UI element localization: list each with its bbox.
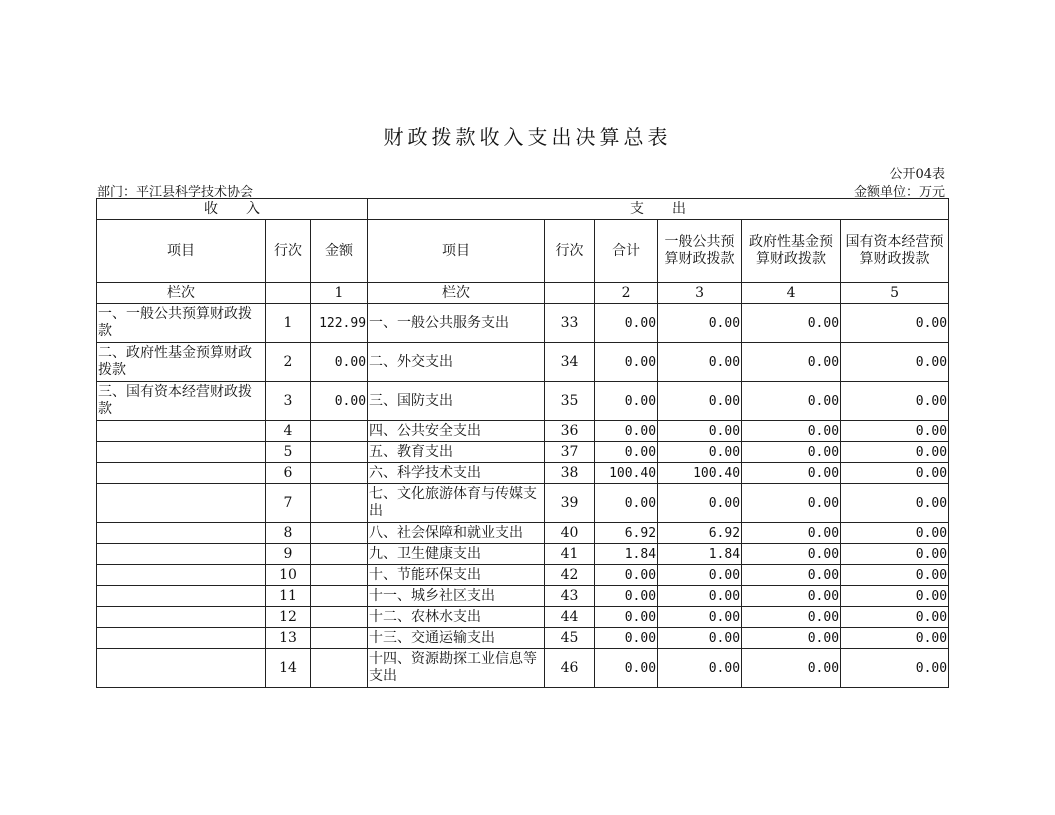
general-budget-cell: 0.00 <box>658 649 742 688</box>
income-line-cell: 2 <box>266 343 311 382</box>
general-budget-cell: 0.00 <box>658 442 742 463</box>
gov-fund-cell: 0.00 <box>742 649 841 688</box>
amount-unit-label: 金额单位：万元 <box>853 185 945 200</box>
table-row <box>97 442 949 463</box>
income-amount-cell <box>311 523 368 544</box>
income-item-header: 项目 <box>97 220 266 283</box>
general-budget-cell: 0.00 <box>658 484 742 523</box>
gov-fund-cell: 0.00 <box>742 607 841 628</box>
income-item-cell: 二、政府性基金预算财政拨款 <box>97 343 266 382</box>
income-item-cell <box>97 586 266 607</box>
section-header-row <box>97 199 949 220</box>
gov-fund-cell: 0.00 <box>742 442 841 463</box>
expense-line-cell: 35 <box>545 382 595 421</box>
total-cell: 0.00 <box>595 304 658 343</box>
state-capital-cell: 0.00 <box>841 544 949 565</box>
income-amount-cell <box>311 463 368 484</box>
income-item-cell <box>97 607 266 628</box>
column-index-label: 栏次 <box>368 283 545 304</box>
expense-item-cell: 十一、城乡社区支出 <box>368 586 545 607</box>
income-amount-cell <box>311 484 368 523</box>
gov-fund-header: 政府性基金预算财政拨款 <box>742 220 841 283</box>
income-amount-cell <box>311 544 368 565</box>
gov-fund-cell: 0.00 <box>742 565 841 586</box>
gov-fund-cell: 0.00 <box>742 544 841 565</box>
income-amount-header: 金额 <box>311 220 368 283</box>
budget-table <box>96 198 949 688</box>
column-header-row <box>97 220 949 283</box>
expense-item-header: 项目 <box>368 220 545 283</box>
income-section-header: 收 入 <box>97 199 368 220</box>
state-capital-cell: 0.00 <box>841 463 949 484</box>
income-item-cell <box>97 544 266 565</box>
state-capital-cell: 0.00 <box>841 628 949 649</box>
state-capital-cell: 0.00 <box>841 382 949 421</box>
income-line-cell: 6 <box>266 463 311 484</box>
expense-item-cell: 九、卫生健康支出 <box>368 544 545 565</box>
column-index-5: 5 <box>841 283 949 304</box>
income-line-cell: 4 <box>266 421 311 442</box>
general-budget-header: 一般公共预算财政拨款 <box>658 220 742 283</box>
state-capital-cell: 0.00 <box>841 586 949 607</box>
income-item-cell <box>97 523 266 544</box>
state-capital-cell: 0.00 <box>841 523 949 544</box>
column-index-row <box>97 283 949 304</box>
expense-line-cell: 43 <box>545 586 595 607</box>
column-index-4: 4 <box>742 283 841 304</box>
income-line-cell: 14 <box>266 649 311 688</box>
column-index-label: 栏次 <box>97 283 266 304</box>
expense-section-header: 支 出 <box>368 199 949 220</box>
table-row <box>97 421 949 442</box>
gov-fund-cell: 0.00 <box>742 463 841 484</box>
total-cell: 0.00 <box>595 442 658 463</box>
income-item-cell <box>97 421 266 442</box>
expense-line-cell: 45 <box>545 628 595 649</box>
total-cell: 6.92 <box>595 523 658 544</box>
expense-line-cell: 39 <box>545 484 595 523</box>
income-line-cell: 9 <box>266 544 311 565</box>
table-row <box>97 463 949 484</box>
expense-line-cell: 44 <box>545 607 595 628</box>
gov-fund-cell: 0.00 <box>742 484 841 523</box>
income-item-cell <box>97 484 266 523</box>
income-item-cell <box>97 649 266 688</box>
income-amount-cell <box>311 421 368 442</box>
state-capital-cell: 0.00 <box>841 484 949 523</box>
expense-item-cell: 六、科学技术支出 <box>368 463 545 484</box>
gov-fund-cell: 0.00 <box>742 523 841 544</box>
state-capital-header: 国有资本经营预算财政拨款 <box>841 220 949 283</box>
general-budget-cell: 0.00 <box>658 628 742 649</box>
income-line-cell: 8 <box>266 523 311 544</box>
column-index-3: 3 <box>658 283 742 304</box>
income-amount-cell: 0.00 <box>311 343 368 382</box>
general-budget-cell: 0.00 <box>658 421 742 442</box>
gov-fund-cell: 0.00 <box>742 382 841 421</box>
table-row <box>97 304 949 343</box>
total-cell: 0.00 <box>595 382 658 421</box>
income-amount-cell <box>311 442 368 463</box>
expense-item-cell: 七、文化旅游体育与传媒支出 <box>368 484 545 523</box>
general-budget-cell: 0.00 <box>658 607 742 628</box>
expense-item-cell: 四、公共安全支出 <box>368 421 545 442</box>
income-item-cell: 三、国有资本经营财政拨款 <box>97 382 266 421</box>
expense-item-cell: 十四、资源勘探工业信息等支出 <box>368 649 545 688</box>
income-item-cell <box>97 628 266 649</box>
income-line-cell: 10 <box>266 565 311 586</box>
total-cell: 100.40 <box>595 463 658 484</box>
income-item-cell <box>97 463 266 484</box>
general-budget-cell: 0.00 <box>658 343 742 382</box>
form-number: 公开04表 <box>889 167 945 182</box>
total-cell: 0.00 <box>595 586 658 607</box>
table-row <box>97 484 949 523</box>
general-budget-cell: 0.00 <box>658 586 742 607</box>
income-amount-cell <box>311 565 368 586</box>
department-label: 部门：平江县科学技术协会 <box>97 185 254 200</box>
income-amount-cell <box>311 586 368 607</box>
expense-item-cell: 一、一般公共服务支出 <box>368 304 545 343</box>
total-cell: 1.84 <box>595 544 658 565</box>
state-capital-cell: 0.00 <box>841 421 949 442</box>
gov-fund-cell: 0.00 <box>742 343 841 382</box>
income-item-cell <box>97 565 266 586</box>
table-row <box>97 649 949 688</box>
expense-item-cell: 八、社会保障和就业支出 <box>368 523 545 544</box>
expense-item-cell: 五、教育支出 <box>368 442 545 463</box>
expense-line-cell: 36 <box>545 421 595 442</box>
general-budget-cell: 0.00 <box>658 565 742 586</box>
gov-fund-cell: 0.00 <box>742 586 841 607</box>
state-capital-cell: 0.00 <box>841 607 949 628</box>
expense-line-cell: 37 <box>545 442 595 463</box>
total-cell: 0.00 <box>595 343 658 382</box>
table-row <box>97 343 949 382</box>
state-capital-cell: 0.00 <box>841 649 949 688</box>
expense-line-cell: 46 <box>545 649 595 688</box>
general-budget-cell: 0.00 <box>658 382 742 421</box>
total-cell: 0.00 <box>595 649 658 688</box>
state-capital-cell: 0.00 <box>841 343 949 382</box>
income-item-cell: 一、一般公共预算财政拨款 <box>97 304 266 343</box>
expense-item-cell: 三、国防支出 <box>368 382 545 421</box>
column-index-2: 2 <box>595 283 658 304</box>
total-cell: 0.00 <box>595 607 658 628</box>
income-amount-cell: 0.00 <box>311 382 368 421</box>
income-line-cell: 7 <box>266 484 311 523</box>
total-header: 合计 <box>595 220 658 283</box>
gov-fund-cell: 0.00 <box>742 421 841 442</box>
general-budget-cell: 6.92 <box>658 523 742 544</box>
expense-item-cell: 十三、交通运输支出 <box>368 628 545 649</box>
expense-line-cell: 42 <box>545 565 595 586</box>
expense-line-cell: 41 <box>545 544 595 565</box>
page-title: 财政拨款收入支出决算总表 <box>383 125 672 149</box>
table-row <box>97 544 949 565</box>
total-cell: 0.00 <box>595 565 658 586</box>
expense-item-cell: 十二、农林水支出 <box>368 607 545 628</box>
expense-line-cell: 40 <box>545 523 595 544</box>
income-line-cell: 3 <box>266 382 311 421</box>
income-amount-cell: 122.99 <box>311 304 368 343</box>
expense-line-cell: 34 <box>545 343 595 382</box>
income-line-cell: 5 <box>266 442 311 463</box>
column-index-1: 1 <box>311 283 368 304</box>
table-row <box>97 607 949 628</box>
income-amount-cell <box>311 607 368 628</box>
expense-line-cell: 38 <box>545 463 595 484</box>
table-row <box>97 565 949 586</box>
expense-item-cell: 二、外交支出 <box>368 343 545 382</box>
expense-line-header: 行次 <box>545 220 595 283</box>
expense-item-cell: 十、节能环保支出 <box>368 565 545 586</box>
state-capital-cell: 0.00 <box>841 442 949 463</box>
total-cell: 0.00 <box>595 421 658 442</box>
state-capital-cell: 0.00 <box>841 565 949 586</box>
state-capital-cell: 0.00 <box>841 304 949 343</box>
total-cell: 0.00 <box>595 484 658 523</box>
income-line-cell: 13 <box>266 628 311 649</box>
gov-fund-cell: 0.00 <box>742 304 841 343</box>
income-line-cell: 12 <box>266 607 311 628</box>
income-item-cell <box>97 442 266 463</box>
column-index-empty <box>266 283 311 304</box>
income-line-header: 行次 <box>266 220 311 283</box>
total-cell: 0.00 <box>595 628 658 649</box>
income-line-cell: 11 <box>266 586 311 607</box>
table-row <box>97 523 949 544</box>
table-body <box>97 304 949 688</box>
gov-fund-cell: 0.00 <box>742 628 841 649</box>
income-line-cell: 1 <box>266 304 311 343</box>
table-row <box>97 382 949 421</box>
table-row <box>97 586 949 607</box>
column-index-empty <box>545 283 595 304</box>
table-row <box>97 628 949 649</box>
income-amount-cell <box>311 628 368 649</box>
income-amount-cell <box>311 649 368 688</box>
expense-line-cell: 33 <box>545 304 595 343</box>
general-budget-cell: 1.84 <box>658 544 742 565</box>
general-budget-cell: 100.40 <box>658 463 742 484</box>
general-budget-cell: 0.00 <box>658 304 742 343</box>
